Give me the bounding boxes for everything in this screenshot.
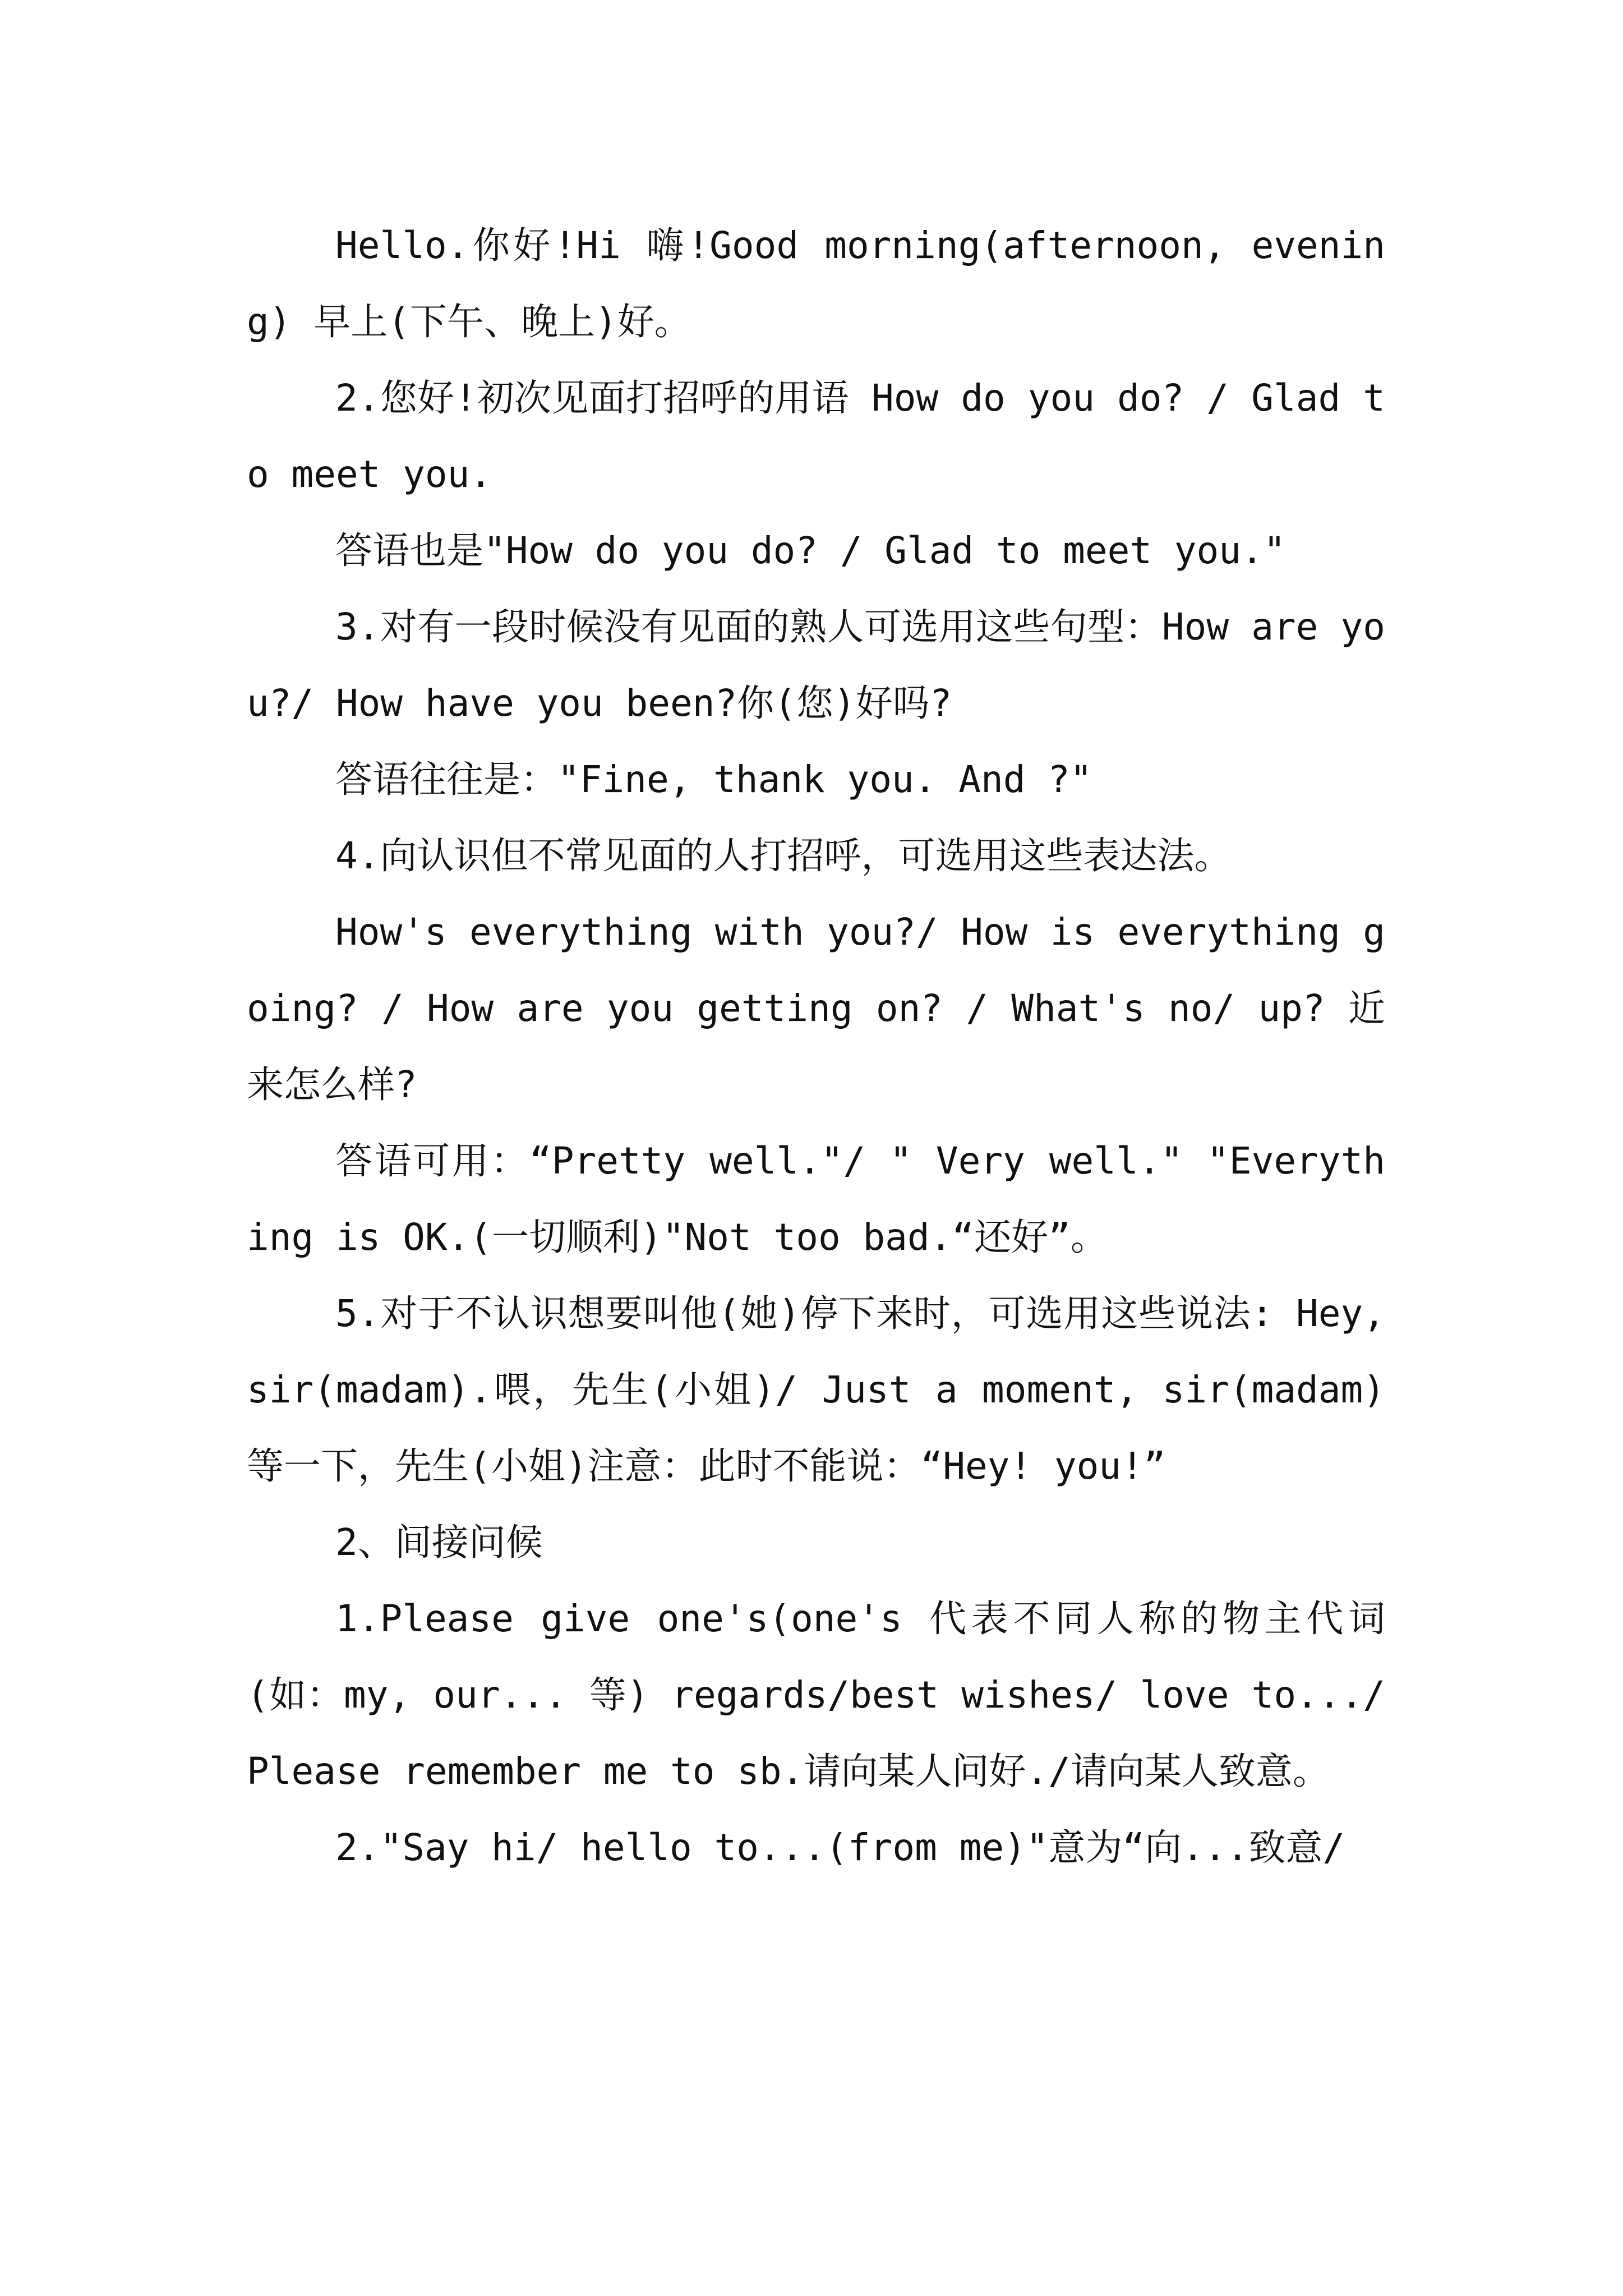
stranger-paragraph: 5.对于不认识想要叫他(她)停下来时，可选用这些说法: Hey, sir(madam).喂，先生(小姐)/ Just a moment, sir(madam)等一下，先生(小姐)注意：此时不能说：“Hey! you!” — [247, 1292, 1385, 1488]
say-hi-paragraph: 2."Say hi/ hello to...(from me)"意为“向...致意/ — [335, 1826, 1345, 1869]
regards-paragraph: 1.Please give one's(one's 代表不同人称的物主代词(如：my, our... 等) regards/best wishes/ love to.../ Please remember me to sb.请向某人问好./请向某人致意。 — [247, 1597, 1385, 1793]
reply-fine-paragraph: 答语往往是："Fine, thank you. And ?" — [335, 758, 1092, 801]
section-heading-indirect-greeting: 2、间接问候 — [335, 1521, 543, 1564]
infrequent-greeting-paragraph: 4.向认识但不常见面的人打招呼，可选用这些表达法。 — [335, 834, 1232, 877]
hows-everything-paragraph: How's everything with you?/ How is everything going? / How are you getting on? / What's no/ up? 近来怎么样? — [247, 910, 1385, 1106]
greeting-paragraph: Hello.你好!Hi 嗨!Good morning(afternoon, evening) 早上(下午、晚上)好。 — [247, 224, 1385, 343]
acquaintance-paragraph: 3.对有一段时候没有见面的熟人可选用这些句型：How are you?/ How have you been?你(您)好吗? — [247, 605, 1385, 725]
reply-pretty-well-paragraph: 答语可用：“Pretty well."/ " Very well." "Everything is OK.(一切顺利)"Not too bad.“还好”。 — [247, 1139, 1385, 1259]
reply-paragraph: 答语也是"How do you do? / Glad to meet you." — [335, 529, 1286, 572]
document-body — [247, 208, 1385, 1886]
how-do-you-do-paragraph: 2.您好!初次见面打招呼的用语 How do you do? / Glad to meet you. — [247, 376, 1385, 496]
